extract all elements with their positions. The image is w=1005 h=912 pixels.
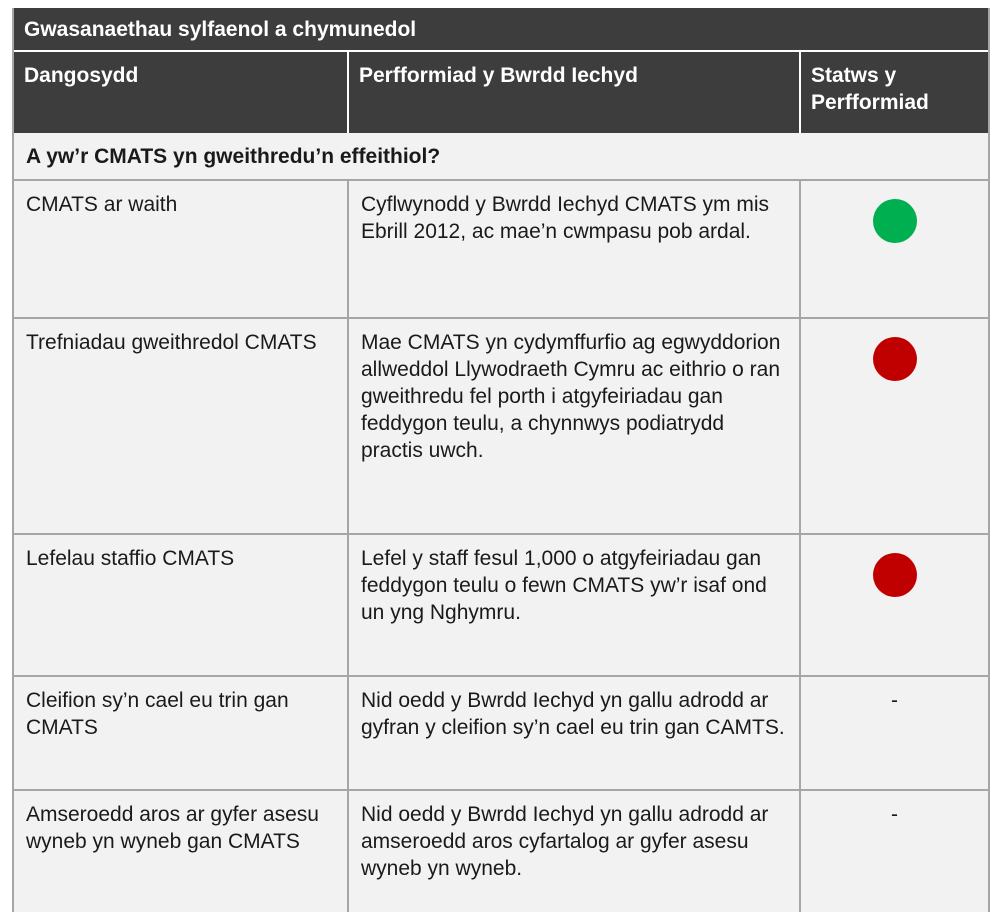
status-indicator-dot bbox=[873, 553, 917, 597]
status-cell bbox=[799, 181, 988, 317]
performance-cell: Mae CMATS yn cydymffurfio ag egwyddorion allweddol Llywodraeth Cymru ac eithrio o ran gweithredu fel porth i atgyfeiriadau gan feddygon teulu, a chynnwys podiatrydd practis uwch. bbox=[347, 319, 799, 533]
performance-table bbox=[12, 8, 990, 912]
indicator-cell: CMATS ar waith bbox=[14, 181, 347, 317]
table-header-row bbox=[14, 52, 988, 133]
status-text: - bbox=[891, 689, 898, 712]
status-cell bbox=[799, 677, 988, 789]
indicator-cell: Lefelau staffio CMATS bbox=[14, 535, 347, 675]
performance-cell: Cyflwynodd y Bwrdd Iechyd CMATS ym mis Ebrill 2012, ac mae’n cwmpasu pob ardal. bbox=[347, 181, 799, 317]
indicator-cell: Amseroedd aros ar gyfer asesu wyneb yn wyneb gan CMATS bbox=[14, 791, 347, 912]
table-row bbox=[14, 533, 988, 675]
table-row bbox=[14, 317, 988, 533]
table-title: Gwasanaethau sylfaenol a chymunedol bbox=[14, 8, 988, 52]
status-cell bbox=[799, 319, 988, 533]
table-row bbox=[14, 675, 988, 789]
indicator-cell: Cleifion sy’n cael eu trin gan CMATS bbox=[14, 677, 347, 789]
indicator-cell: Trefniadau gweithredol CMATS bbox=[14, 319, 347, 533]
status-cell bbox=[799, 535, 988, 675]
table-row bbox=[14, 789, 988, 912]
status-text: - bbox=[891, 803, 898, 826]
section-heading: A yw’r CMATS yn gweithredu’n effeithiol? bbox=[14, 133, 988, 181]
status-cell bbox=[799, 791, 988, 912]
status-indicator-dot bbox=[873, 199, 917, 243]
performance-cell: Lefel y staff fesul 1,000 o atgyfeiriadau gan feddygon teulu o fewn CMATS yw’r isaf ond un yng Nghymru. bbox=[347, 535, 799, 675]
table-row bbox=[14, 181, 988, 317]
performance-cell: Nid oedd y Bwrdd Iechyd yn gallu adrodd ar gyfran y cleifion sy’n cael eu trin gan CAMTS. bbox=[347, 677, 799, 789]
performance-cell: Nid oedd y Bwrdd Iechyd yn gallu adrodd ar amseroedd aros cyfartalog ar gyfer asesu wyneb yn wyneb. bbox=[347, 791, 799, 912]
status-indicator-dot bbox=[873, 337, 917, 381]
column-header-status: Statws y Perfformiad bbox=[799, 52, 988, 133]
column-header-indicator: Dangosydd bbox=[24, 64, 139, 87]
column-header-performance: Perfformiad y Bwrdd Iechyd bbox=[347, 52, 799, 133]
